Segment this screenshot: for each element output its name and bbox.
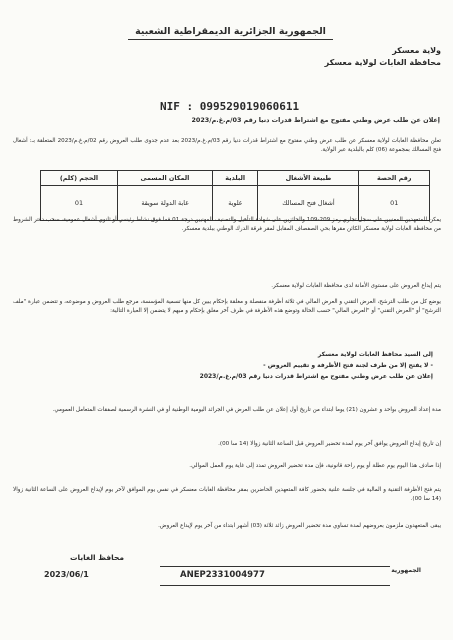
- header-lot-number: رقم الحصة: [359, 171, 430, 186]
- eligibility-paragraph: يمكن للمتعهدين المعنيين على سجل تجاري رمز 209-109 والحائزين على شهادة التأهيل والتصنيف المهنيين درجة 01 فما فوق نشاط رئيسي أو ثانوي أشغال عمومية، سحب دفتر الشروط من محافظة الغابات لولاية معسكر الكائن مقرها بحي الصفصاف المقابل لمقر فرقة الدرك الوطني ببلدية معسكر.: [13, 217, 441, 233]
- republic-header: الجمهورية الجزائرية الديمقراطية الشعبية: [128, 26, 333, 40]
- cell-place-name: غابة الدولة سويقة: [117, 186, 212, 221]
- wilaya-name: ولاية معسكر: [392, 46, 441, 55]
- preparation-period-paragraph: مدة إعداد العروض بواحد و عشرون (21) يوما ابتداء من تاريخ أول إعلان عن طلب العرض في الجرائد اليومية الوطنية أو في النشرة الرسمية لصفقات المتعامل العمومي.: [52, 407, 441, 413]
- envelope-address-line2: - لا يفتح إلا من طرف لجنة فتح الأظرفة و تقييم العروض -: [263, 362, 433, 369]
- validity-paragraph: يبقى المتعهدون ملزمون بعروضهم لمدة تساوي مدة تحضير العروض زائد ثلاثة (03) أشهر ابتداء من آخر يوم لإيداع العروض.: [158, 523, 441, 529]
- notice-date: 2023/06/1: [44, 570, 89, 579]
- envelopes-paragraph: يوضع كل من طلب الترشح، العرض التقني و العرض المالي في ثلاثة أظرفة منفصلة و مغلقة بإحكام يبين كل منها تسمية المؤسسة، مرجع طلب العروض و موضوعه، و تتضمن عبارة "ملف الترشح" أو "العرض التقني" أو "العرض المالي" حسب الحالة وتوضع هذه الأظرفة في ظرف آخر مغلق بإحكام و مبهم لا يتضمن إلا العبارة التالية:: [13, 299, 441, 315]
- opening-paragraph: يتم فتح الأظرفة التقنية و المالية في جلسة علنية بحضور كافة المتعهدين الحاضرين بمقر محافظة الغابات معسكر في نفس يوم الموافق لآخر يوم لإيداع العروض على الساعة الثانية زوالا (14 سا 00).: [13, 487, 441, 503]
- footer-republic: الجمهورية: [391, 567, 421, 574]
- header-municipality: البلدية: [212, 171, 258, 186]
- holiday-paragraph: إذا صادف هذا اليوم يوم عطلة أو يوم راحة قانونية، فإن مدة تحضير العروض تمدد إلى غاية يوم العمل الموالي.: [189, 463, 441, 469]
- nif-number: NIF : 099529019060611: [160, 100, 300, 113]
- envelope-address-line3: إعلان عن طلب عرض وطني مفتوح مع اشتراط قدرات دنيا رقم 03/م.غ.م/2023: [199, 373, 433, 380]
- cell-work-nature: أشغال فتح المسالك: [258, 186, 359, 221]
- intro-paragraph: تعلن محافظة الغابات لولاية معسكر عن طلب عرض وطني مفتوح مع اشتراط قدرات دنيا رقم 03/م.غ.م/2023 بعد عدم جدوى طلب العروض رقم 02/م.غ.م/2023 المتعلقة بـ: أشغال فتح المسالك بمجموعة (06) كلم بالبلدية عبر الولاية.: [13, 138, 441, 154]
- envelope-address-line1: إلى السيد محافظ الغابات لولاية معسكر: [317, 351, 433, 358]
- deposit-date-paragraph: إن تاريخ إيداع العروض يوافق آخر يوم لمدة تحضير العروض قبل الساعة الثانية زوالا (14 سا 00).: [218, 441, 441, 447]
- table-header-row: [41, 171, 430, 186]
- signer-title: محافظ الغابات: [70, 553, 125, 562]
- deposit-paragraph: يتم إيداع العروض على مستوى الأمانة لدى محافظة الغابات لولاية معسكر.: [271, 283, 441, 289]
- cell-volume: 01: [41, 186, 118, 221]
- directorate-name: محافظة الغابات لولاية معسكر: [324, 58, 441, 67]
- cell-lot-number: 01: [359, 186, 430, 221]
- cell-municipality: غلوية: [212, 186, 258, 221]
- notice-subject: إعلان عن طلب عرض وطني مفتوح مع اشتراط قدرات دنيا رقم 03/م.غ.م/2023: [191, 116, 440, 124]
- lots-table: [40, 170, 430, 221]
- header-work-nature: طبيعة الأشغال: [258, 171, 359, 186]
- header-volume: الحجم (كلم): [41, 171, 118, 186]
- anep-reference: ANEP2331004977: [180, 570, 265, 580]
- header-place-name: المكان المسمى: [117, 171, 212, 186]
